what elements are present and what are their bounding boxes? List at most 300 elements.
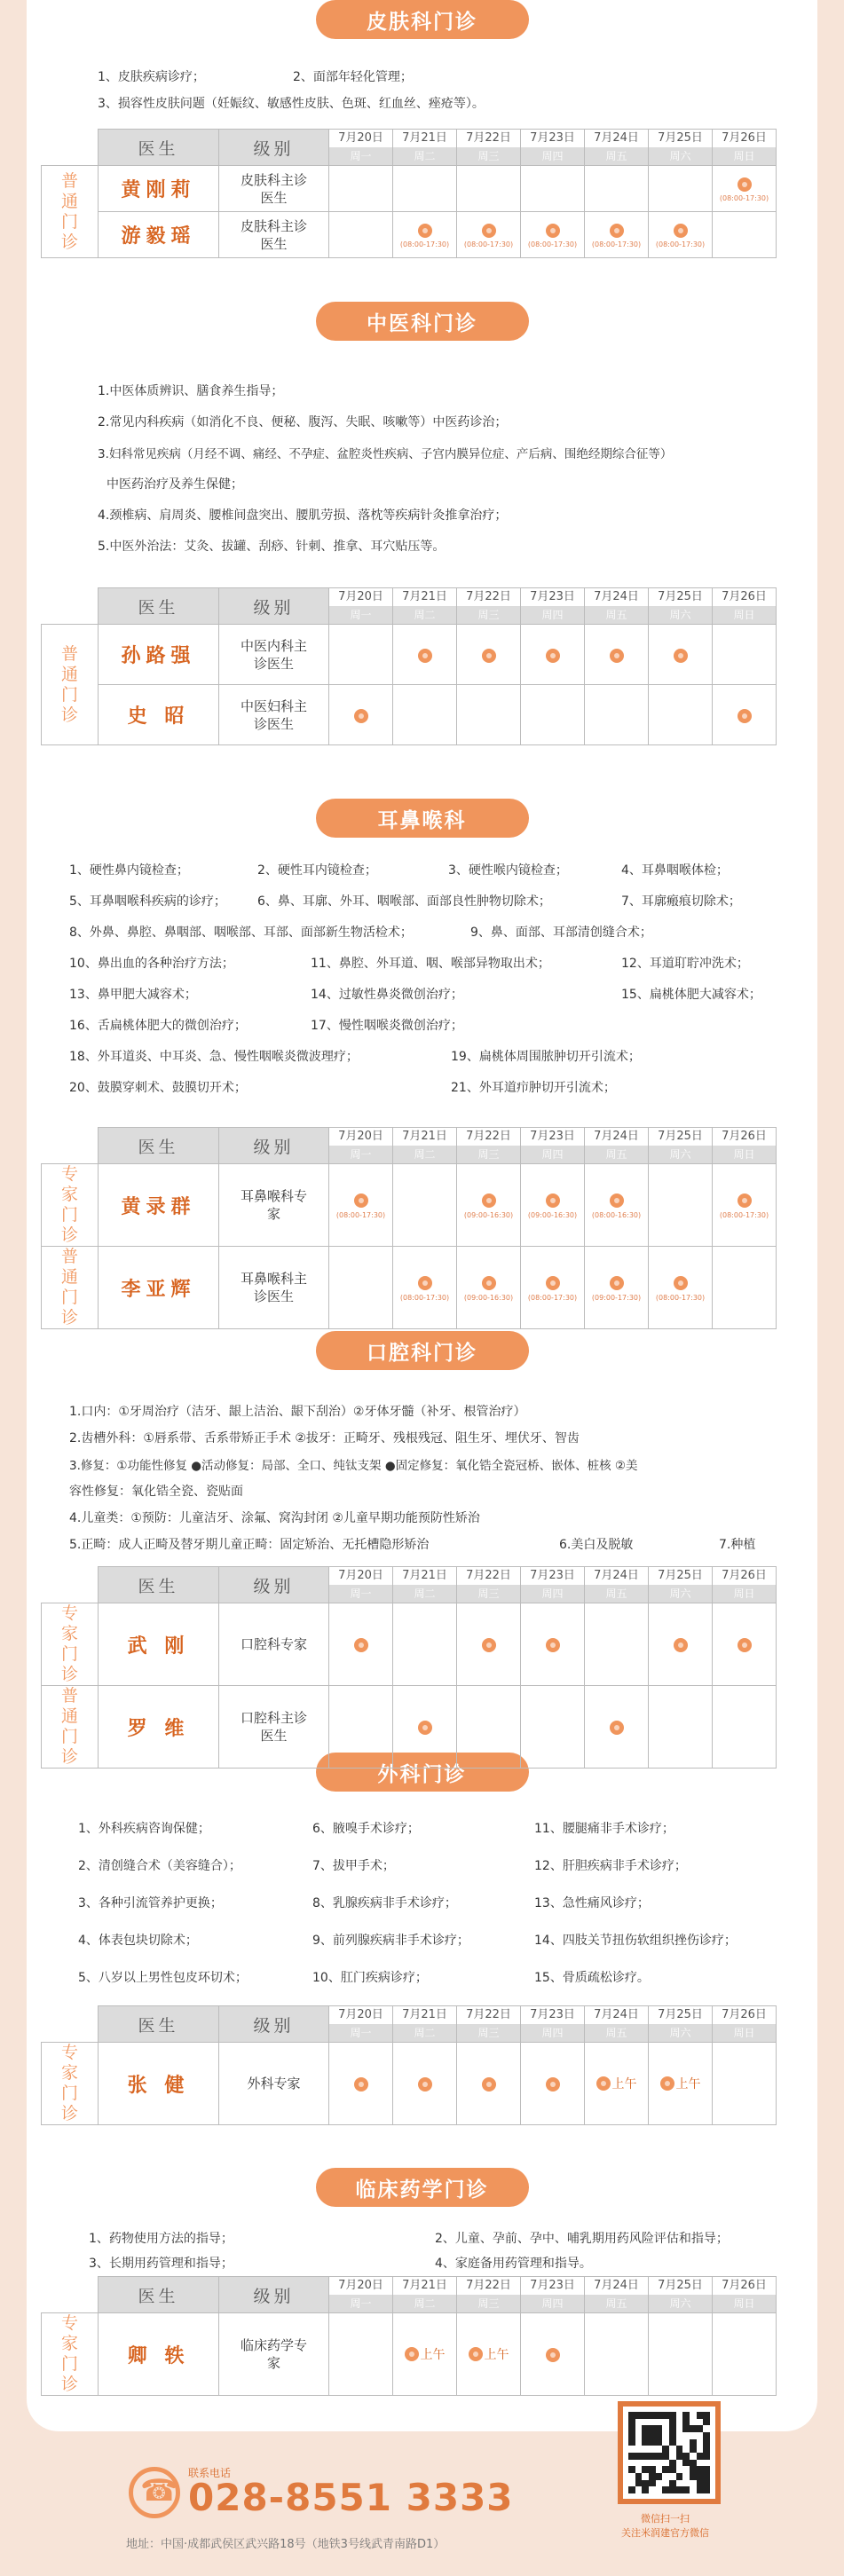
service-item: 4、耳鼻咽喉体检； xyxy=(621,863,729,878)
service-item: 5.正畸：成人正畸及替牙期儿童正畸：固定矫治、无托槽隐形矫治 xyxy=(69,1538,430,1552)
available-dot-icon xyxy=(405,2347,419,2361)
weekday-label: 周三 xyxy=(457,1146,520,1163)
schedule-slot xyxy=(393,1603,457,1686)
schedule-slot xyxy=(585,2313,649,2396)
clinic-type: 专家门诊 xyxy=(42,2313,99,2396)
available-dot-icon xyxy=(418,649,432,663)
doctor-level: 耳鼻喉科主诊医生 xyxy=(219,1247,329,1329)
service-item: 15、骨质疏松诊疗。 xyxy=(534,1971,650,1985)
weekday-label: 周日 xyxy=(713,606,776,624)
slot-time: (09:00-16:30) xyxy=(463,1210,514,1219)
schedule-slot[interactable] xyxy=(457,212,521,258)
date-header xyxy=(457,130,521,166)
clinic-type: 专家门诊 xyxy=(42,2043,99,2125)
service-item: 3、各种引流管养护更换； xyxy=(78,1896,223,1910)
date-header xyxy=(585,130,649,166)
qr-caption-scan: 微信扫一扫 xyxy=(641,2513,690,2525)
service-item: 8、外鼻、鼻腔、鼻咽部、咽喉部、耳部、面部新生物活检术； xyxy=(69,926,413,940)
date-header xyxy=(521,2277,585,2313)
schedule-slot[interactable] xyxy=(393,1247,457,1329)
date-label: 7月26日 xyxy=(713,1128,776,1146)
doctor-row xyxy=(42,212,777,258)
service-item: 3、长期用药管理和指导； xyxy=(89,2257,233,2271)
available-dot-icon xyxy=(354,709,368,723)
schedule-slot xyxy=(457,1686,521,1769)
slot-time: (08:00-17:30) xyxy=(399,240,450,248)
date-label: 7月21日 xyxy=(393,2277,456,2295)
service-item: 2、硬性耳内镜检查； xyxy=(257,863,377,878)
service-item: 5、八岁以上男性包皮环切术； xyxy=(78,1971,248,1985)
schedule-slot xyxy=(713,625,777,685)
schedule-slot xyxy=(649,1164,713,1247)
schedule-slot xyxy=(585,1603,649,1686)
date-label: 7月23日 xyxy=(521,2006,584,2024)
schedule-slot[interactable] xyxy=(585,2043,649,2125)
available-dot-icon xyxy=(610,649,624,663)
service-item: 2、儿童、孕前、孕中、哺乳期用药风险评估和指导； xyxy=(435,2232,729,2246)
doctor-row xyxy=(42,1603,777,1686)
service-item: 4.儿童类：①预防：儿童洁牙、涂氟、窝沟封闭 ②儿童早期功能预防性矫治 xyxy=(69,1511,480,1525)
service-item: 18、外耳道炎、中耳炎、急、慢性咽喉炎微波理疗； xyxy=(69,1050,359,1064)
header-level: 级别 xyxy=(219,2277,329,2313)
doctor-row xyxy=(42,685,777,745)
date-label: 7月25日 xyxy=(649,2277,712,2295)
schedule-slot xyxy=(585,685,649,745)
schedule-slot[interactable] xyxy=(329,2043,393,2125)
slot-period: 上午 xyxy=(611,2077,637,2092)
date-header xyxy=(649,2277,713,2313)
date-label: 7月24日 xyxy=(585,130,648,147)
weekday-label: 周三 xyxy=(457,2295,520,2312)
header-doctor: 医生 xyxy=(99,1567,219,1603)
doctor-name[interactable]: 张 健 xyxy=(99,2043,219,2125)
date-header xyxy=(521,1128,585,1164)
header-corner xyxy=(42,2277,99,2313)
schedule-slot[interactable] xyxy=(713,166,777,212)
date-header xyxy=(329,130,393,166)
schedule-slot[interactable] xyxy=(649,212,713,258)
date-header xyxy=(393,2277,457,2313)
available-dot-icon xyxy=(354,1193,368,1208)
date-header xyxy=(457,2006,521,2043)
weekday-label: 周三 xyxy=(457,2024,520,2042)
schedule-slot xyxy=(649,685,713,745)
service-item: 17、慢性咽喉炎微创治疗； xyxy=(311,1019,463,1033)
schedule-slot xyxy=(457,685,521,745)
doctor-name[interactable]: 卿 轶 xyxy=(99,2313,219,2396)
phone-icon xyxy=(129,2467,180,2518)
date-label: 7月21日 xyxy=(393,1128,456,1146)
weekday-label: 周一 xyxy=(329,2024,392,2042)
available-dot-icon xyxy=(660,2076,674,2091)
date-label: 7月26日 xyxy=(713,1567,776,1585)
schedule-slot[interactable] xyxy=(585,1164,649,1247)
available-dot-icon xyxy=(469,2347,483,2361)
date-header xyxy=(457,588,521,625)
available-dot-icon xyxy=(482,2077,496,2092)
doctor-name[interactable]: 黄录群 xyxy=(99,1164,219,1247)
schedule-slot xyxy=(329,2313,393,2396)
date-label: 7月20日 xyxy=(329,1567,392,1585)
service-item: 13、鼻甲肥大减容术； xyxy=(69,988,197,1002)
service-item: 3.修复：①功能性修复 ●活动修复：局部、全口、纯钛支架 ●固定修复：氧化锆全瓷冠桥、嵌体、桩核 ②美 xyxy=(69,1459,638,1473)
weekday-label: 周五 xyxy=(585,2295,648,2312)
qr-caption-follow: 关注米润建官方微信 xyxy=(621,2527,709,2539)
available-dot-icon xyxy=(674,1638,688,1652)
service-item: 9、前列腺疾病非手术诊疗； xyxy=(312,1934,469,1948)
schedule-table-pharmacy xyxy=(41,2276,776,2396)
doctor-level: 口腔科专家 xyxy=(219,1603,329,1686)
weekday-label: 周四 xyxy=(521,1146,584,1163)
schedule-slot xyxy=(329,212,393,258)
service-item: 5、耳鼻咽喉科疾病的诊疗； xyxy=(69,894,226,909)
weekday-label: 周六 xyxy=(649,2024,712,2042)
schedule-slot[interactable] xyxy=(713,1603,777,1686)
service-item: 13、急性痛风诊疗； xyxy=(534,1896,650,1910)
schedule-slot xyxy=(649,1686,713,1769)
date-header xyxy=(585,1567,649,1603)
service-item: 19、扁桃体周围脓肿切开引流术； xyxy=(451,1050,641,1064)
section-title-pharmacy: 临床药学门诊 xyxy=(316,2168,529,2207)
weekday-label: 周四 xyxy=(521,147,584,165)
date-header xyxy=(329,1567,393,1603)
date-label: 7月24日 xyxy=(585,1567,648,1585)
schedule-slot[interactable] xyxy=(393,2313,457,2396)
date-header xyxy=(393,2006,457,2043)
doctor-name[interactable]: 游毅瑶 xyxy=(99,212,219,258)
weekday-label: 周一 xyxy=(329,2295,392,2312)
schedule-slot[interactable] xyxy=(457,1603,521,1686)
slot-time: (09:00-16:30) xyxy=(463,1293,514,1302)
service-item: 6.美白及脱敏 xyxy=(559,1538,634,1552)
weekday-label: 周三 xyxy=(457,606,520,624)
header-level: 级别 xyxy=(219,1128,329,1164)
weekday-label: 周六 xyxy=(649,2295,712,2312)
schedule-slot[interactable] xyxy=(457,2313,521,2396)
weekday-label: 周一 xyxy=(329,1146,392,1163)
date-label: 7月25日 xyxy=(649,2006,712,2024)
date-header xyxy=(457,2277,521,2313)
service-item: 2、面部年轻化管理； xyxy=(293,70,413,84)
header-corner xyxy=(42,1128,99,1164)
available-dot-icon xyxy=(610,224,624,238)
available-dot-icon xyxy=(596,2076,611,2091)
date-header xyxy=(713,130,777,166)
doctor-name[interactable]: 孙路强 xyxy=(99,625,219,685)
clinic-type: 普通门诊 xyxy=(42,1686,99,1769)
doctor-name[interactable]: 武 刚 xyxy=(99,1603,219,1686)
service-item: 10、肛门疾病诊疗； xyxy=(312,1971,428,1985)
schedule-slot[interactable] xyxy=(585,1247,649,1329)
weekday-label: 周二 xyxy=(393,2295,456,2312)
date-label: 7月20日 xyxy=(329,2277,392,2295)
schedule-slot xyxy=(585,166,649,212)
date-label: 7月22日 xyxy=(457,1567,520,1585)
available-dot-icon xyxy=(482,224,496,238)
service-item: 15、扁桃体肥大减容术； xyxy=(621,988,761,1002)
date-label: 7月21日 xyxy=(393,588,456,606)
weekday-label: 周四 xyxy=(521,1585,584,1603)
service-item: 9、鼻、面部、耳部清创缝合术； xyxy=(470,926,652,940)
date-label: 7月23日 xyxy=(521,130,584,147)
date-header xyxy=(521,1567,585,1603)
service-item: 5.中医外治法：艾灸、拔罐、刮痧、针刺、推拿、耳穴贴压等。 xyxy=(98,540,446,554)
available-dot-icon xyxy=(418,2077,432,2092)
header-level: 级别 xyxy=(219,130,329,166)
available-dot-icon xyxy=(738,1638,752,1652)
available-dot-icon xyxy=(674,649,688,663)
date-header xyxy=(713,2006,777,2043)
date-label: 7月24日 xyxy=(585,2006,648,2024)
weekday-label: 周二 xyxy=(393,606,456,624)
doctor-level: 口腔科主诊医生 xyxy=(219,1686,329,1769)
available-dot-icon xyxy=(482,1276,496,1290)
slot-period: 上午 xyxy=(420,2348,446,2363)
weekday-label: 周三 xyxy=(457,1585,520,1603)
service-item: 1.中医体质辨识、膳食养生指导； xyxy=(98,384,284,398)
doctor-name[interactable]: 李亚辉 xyxy=(99,1247,219,1329)
schedule-slot[interactable] xyxy=(713,1164,777,1247)
schedule-slot[interactable] xyxy=(521,1247,585,1329)
weekday-label: 周日 xyxy=(713,147,776,165)
schedule-slot[interactable] xyxy=(457,2043,521,2125)
date-header xyxy=(713,1567,777,1603)
service-item: 3、硬性喉内镜检查； xyxy=(448,863,568,878)
header-doctor: 医生 xyxy=(99,1128,219,1164)
available-dot-icon xyxy=(482,1193,496,1208)
schedule-slot[interactable] xyxy=(521,2313,585,2396)
available-dot-icon xyxy=(418,224,432,238)
schedule-slot[interactable] xyxy=(521,2043,585,2125)
weekday-label: 周日 xyxy=(713,1585,776,1603)
schedule-slot xyxy=(329,625,393,685)
schedule-slot[interactable] xyxy=(585,1686,649,1769)
schedule-slot[interactable] xyxy=(521,1603,585,1686)
date-label: 7月22日 xyxy=(457,1128,520,1146)
section-title-dermatology: 皮肤科门诊 xyxy=(316,0,529,39)
available-dot-icon xyxy=(354,2077,368,2092)
schedule-slot xyxy=(521,1686,585,1769)
schedule-table-ent xyxy=(41,1127,776,1329)
slot-period: 上午 xyxy=(484,2348,509,2363)
doctor-name[interactable]: 黄刚莉 xyxy=(99,166,219,212)
date-header xyxy=(649,2006,713,2043)
date-header xyxy=(585,2277,649,2313)
available-dot-icon xyxy=(738,177,752,192)
weekday-label: 周一 xyxy=(329,147,392,165)
date-label: 7月20日 xyxy=(329,2006,392,2024)
doctor-row xyxy=(42,2313,777,2396)
service-item: 7、耳廓瘢痕切除术； xyxy=(621,894,741,909)
weekday-label: 周一 xyxy=(329,606,392,624)
schedule-slot[interactable] xyxy=(457,1164,521,1247)
schedule-slot[interactable] xyxy=(329,685,393,745)
header-corner xyxy=(42,588,99,625)
date-header xyxy=(713,2277,777,2313)
doctor-level: 外科专家 xyxy=(219,2043,329,2125)
weekday-label: 周五 xyxy=(585,147,648,165)
service-item: 2.常见内科疾病（如消化不良、便秘、腹泻、失眠、咳嗽等）中医药诊治； xyxy=(98,415,508,429)
date-label: 7月22日 xyxy=(457,588,520,606)
date-label: 7月23日 xyxy=(521,588,584,606)
available-dot-icon xyxy=(546,2077,560,2092)
service-item: 20、鼓膜穿刺术、鼓膜切开术； xyxy=(69,1081,247,1095)
schedule-slot xyxy=(393,1164,457,1247)
schedule-slot[interactable] xyxy=(329,1164,393,1247)
header-corner xyxy=(42,130,99,166)
doctor-name[interactable]: 史 昭 xyxy=(99,685,219,745)
schedule-slot[interactable] xyxy=(393,212,457,258)
doctor-row xyxy=(42,1247,777,1329)
schedule-table-dermatology xyxy=(41,129,776,258)
section-title-dental: 口腔科门诊 xyxy=(316,1331,529,1370)
clinic-type: 专家门诊 xyxy=(42,1164,99,1247)
schedule-slot xyxy=(393,685,457,745)
date-header xyxy=(457,1128,521,1164)
slot-time: (08:00-17:30) xyxy=(399,1293,450,1302)
slot-time: (09:00-16:30) xyxy=(527,1210,578,1219)
date-label: 7月22日 xyxy=(457,2277,520,2295)
header-corner xyxy=(42,1567,99,1603)
slot-time: (08:00-17:30) xyxy=(655,1293,706,1302)
service-item: 2.齿槽外科：①唇系带、舌系带矫正手术 ②拔牙：正畸牙、残根残冠、阻生牙、埋伏牙、智齿 xyxy=(69,1431,580,1446)
schedule-slot[interactable] xyxy=(521,212,585,258)
service-item: 3.妇科常见疾病（月经不调、痛经、不孕症、盆腔炎性疾病、子宫内膜异位症、产后病、围绝经期综合征等） xyxy=(98,447,673,461)
date-label: 7月23日 xyxy=(521,2277,584,2295)
schedule-table-tcm xyxy=(41,587,776,745)
date-label: 7月25日 xyxy=(649,1128,712,1146)
schedule-slot xyxy=(329,1247,393,1329)
service-item: 11、腰腿痛非手术诊疗； xyxy=(534,1822,674,1836)
doctor-level: 皮肤科主诊医生 xyxy=(219,212,329,258)
service-item: 4.颈椎病、肩周炎、腰椎间盘突出、腰肌劳损、落枕等疾病针灸推拿治疗； xyxy=(98,508,508,523)
schedule-slot xyxy=(457,166,521,212)
schedule-slot[interactable] xyxy=(393,625,457,685)
schedule-slot[interactable] xyxy=(393,2043,457,2125)
schedule-slot[interactable] xyxy=(329,1603,393,1686)
schedule-table-dental xyxy=(41,1566,776,1769)
date-header xyxy=(393,588,457,625)
service-item: 7.种植 xyxy=(719,1538,756,1552)
date-header xyxy=(393,130,457,166)
available-dot-icon xyxy=(546,2348,560,2362)
service-item: 8、乳腺疾病非手术诊疗； xyxy=(312,1896,457,1910)
date-header xyxy=(329,588,393,625)
schedule-slot[interactable] xyxy=(649,1247,713,1329)
date-label: 7月22日 xyxy=(457,2006,520,2024)
clinic-type: 专家门诊 xyxy=(42,1603,99,1686)
date-header xyxy=(585,2006,649,2043)
schedule-slot xyxy=(713,2313,777,2396)
weekday-label: 周二 xyxy=(393,2024,456,2042)
date-label: 7月20日 xyxy=(329,1128,392,1146)
weekday-label: 周六 xyxy=(649,1585,712,1603)
doctor-row xyxy=(42,1164,777,1247)
schedule-slot xyxy=(329,166,393,212)
available-dot-icon xyxy=(546,1276,560,1290)
schedule-slot[interactable] xyxy=(457,1247,521,1329)
date-header xyxy=(329,1128,393,1164)
available-dot-icon xyxy=(738,1193,752,1208)
schedule-slot[interactable] xyxy=(649,625,713,685)
date-header xyxy=(521,588,585,625)
address: 地址：中国·成都武侯区武兴路18号（地铁3号线武青南路D1） xyxy=(126,2538,446,2551)
service-item: 14、四肢关节扭伤软组织挫伤诊疗； xyxy=(534,1934,737,1948)
schedule-slot[interactable] xyxy=(649,2043,713,2125)
schedule-slot xyxy=(713,1686,777,1769)
hotline-number[interactable]: 028-8551 3333 xyxy=(188,2476,514,2519)
date-label: 7月26日 xyxy=(713,2277,776,2295)
date-header xyxy=(713,588,777,625)
header-doctor: 医生 xyxy=(99,130,219,166)
slot-time: (08:00-17:30) xyxy=(335,1210,386,1219)
schedule-slot[interactable] xyxy=(649,1603,713,1686)
date-label: 7月25日 xyxy=(649,1567,712,1585)
schedule-slot xyxy=(649,2313,713,2396)
weekday-label: 周日 xyxy=(713,2024,776,2042)
header-doctor: 医生 xyxy=(99,2006,219,2043)
service-item: 12、耳道耵聍冲洗术； xyxy=(621,957,749,971)
schedule-slot[interactable] xyxy=(457,625,521,685)
schedule-slot[interactable] xyxy=(521,625,585,685)
weekday-label: 周二 xyxy=(393,1146,456,1163)
doctor-row xyxy=(42,625,777,685)
schedule-slot xyxy=(713,1247,777,1329)
doctor-level: 临床药学专家 xyxy=(219,2313,329,2396)
service-item: 6、腋嗅手术诊疗； xyxy=(312,1822,420,1836)
schedule-slot[interactable] xyxy=(393,1686,457,1769)
schedule-table-surgery xyxy=(41,2005,776,2125)
weekday-label: 周六 xyxy=(649,1146,712,1163)
schedule-slot[interactable] xyxy=(521,1164,585,1247)
schedule-slot xyxy=(329,1686,393,1769)
service-item: 2、清创缝合术（美容缝合）； xyxy=(78,1859,241,1873)
service-item: 4、家庭备用药管理和指导。 xyxy=(435,2257,592,2271)
service-item: 中医药治疗及养生保健； xyxy=(106,477,243,492)
date-label: 7月24日 xyxy=(585,588,648,606)
schedule-slot[interactable] xyxy=(585,212,649,258)
date-header xyxy=(521,2006,585,2043)
doctor-level: 耳鼻喉科专家 xyxy=(219,1164,329,1247)
service-item: 3、损容性皮肤问题（妊娠纹、敏感性皮肤、色斑、红血丝、痤疮等）。 xyxy=(98,97,485,111)
available-dot-icon xyxy=(418,1276,432,1290)
service-item: 4、体表包块切除术； xyxy=(78,1934,198,1948)
doctor-level: 中医妇科主诊医生 xyxy=(219,685,329,745)
available-dot-icon xyxy=(482,649,496,663)
slot-time: (09:00-17:30) xyxy=(591,1293,642,1302)
schedule-slot xyxy=(393,166,457,212)
slot-time: (08:00-17:30) xyxy=(527,240,578,248)
doctor-name[interactable]: 罗 维 xyxy=(99,1686,219,1769)
date-header xyxy=(713,1128,777,1164)
available-dot-icon xyxy=(354,1638,368,1652)
available-dot-icon xyxy=(482,1638,496,1652)
date-header xyxy=(393,1128,457,1164)
clinic-type: 普通门诊 xyxy=(42,625,99,745)
date-label: 7月25日 xyxy=(649,130,712,147)
section-title-tcm: 中医科门诊 xyxy=(316,302,529,341)
slot-time: (08:00-17:30) xyxy=(527,1293,578,1302)
schedule-slot xyxy=(713,212,777,258)
schedule-slot[interactable] xyxy=(713,685,777,745)
date-label: 7月20日 xyxy=(329,588,392,606)
weekday-label: 周日 xyxy=(713,2295,776,2312)
schedule-slot[interactable] xyxy=(585,625,649,685)
weekday-label: 周五 xyxy=(585,1585,648,1603)
wechat-qr-code[interactable] xyxy=(618,2401,721,2504)
available-dot-icon xyxy=(546,1193,560,1208)
header-level: 级别 xyxy=(219,2006,329,2043)
